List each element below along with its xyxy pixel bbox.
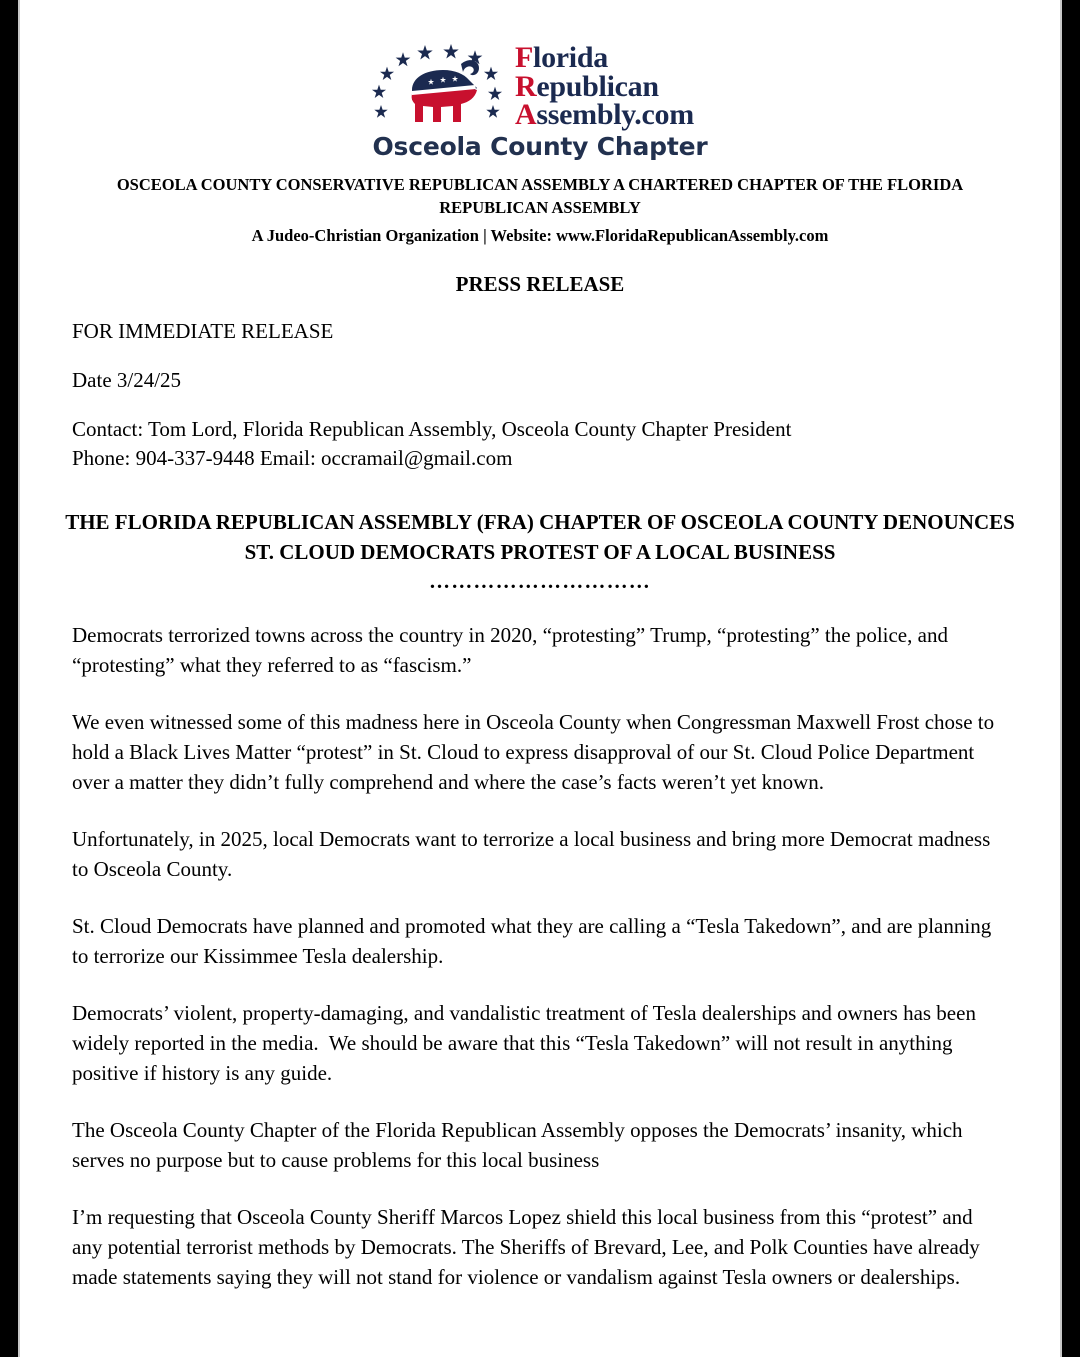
document-page	[18, 0, 1062, 1357]
release-status: FOR IMMEDIATE RELEASE	[72, 318, 334, 343]
contact-line: Contact: Tom Lord, Florida Republican Assembly, Osceola County Chapter President	[72, 416, 792, 441]
release-date: Date 3/24/25	[72, 367, 182, 392]
logo-line-florida: Florida	[515, 40, 608, 74]
body-paragraph: The Osceola County Chapter of the Florida Republican Assembly opposes the Democrats’ insanity, which serves no purpose but to cause problems for this local business	[72, 1117, 968, 1172]
logo-line-republican: Republican	[515, 69, 659, 103]
body-paragraph: Democrats terrorized towns across the country in 2020, “protesting” Trump, “protesting” the police, and “protesting” what they referred to as “fascism.”	[72, 622, 954, 677]
body-paragraph: I’m requesting that Osceola County Sheriff Marcos Lopez shield this local business from this “protest” and any potential terrorist methods by Democrats. The Sheriffs of Brevard, Lee, and Polk Counties have already made statements saying they will not stand for violence or vandalism against Tesla owners or dealerships.	[72, 1204, 986, 1289]
logo-chapter-label: Osceola County Chapter	[372, 132, 708, 161]
press-release-label: PRESS RELEASE	[455, 271, 625, 296]
body-paragraph: St. Cloud Democrats have planned and promoted what they are calling a “Tesla Takedown”, and are planning to terrorize our Kissimmee Tesla dealership.	[72, 913, 997, 968]
letterhead-logo	[20, 0, 1060, 161]
release-headline: THE FLORIDA REPUBLICAN ASSEMBLY (FRA) CHAPTER OF OSCEOLA COUNTY DENOUNCES ST. CLOUD DEMOCRATS PROTEST OF A LOCAL BUSINESS	[65, 509, 1015, 564]
logo-wordmark	[515, 40, 694, 132]
organization-header-line: OSCEOLA COUNTY CONSERVATIVE REPUBLICAN ASSEMBLY A CHARTERED CHAPTER OF THE FLORIDA REPUBLICAN ASSEMBLY	[116, 175, 964, 218]
body-paragraph: Unfortunately, in 2025, local Democrats want to terrorize a local business and bring more Democrat madness to Osceola County.	[72, 826, 996, 881]
body-paragraph: Democrats’ violent, property-damaging, and vandalistic treatment of Tesla dealerships and owners has been widely reported in the media. We should be aware that this “Tesla Takedown” will not result in anything positive if history is any guide.	[72, 1000, 982, 1085]
phone-email-line: Phone: 904-337-9448 Email: occramail@gmail.com	[72, 445, 513, 470]
release-body	[20, 620, 1060, 1292]
logo-line-assembly: Assembly.com	[515, 98, 694, 132]
organization-subheader-line: A Judeo-Christian Organization | Website: www.FloridaRepublicanAssembly.com	[251, 225, 829, 245]
body-paragraph: We even witnessed some of this madness here in Osceola County when Congressman Maxwell Frost chose to hold a Black Lives Matter “protest” in St. Cloud to express disapproval of our St. Cloud Police Department over a matter they didn’t fully comprehend and where the case’s facts weren’t yet known.	[72, 709, 1000, 794]
release-meta-block	[20, 317, 1060, 473]
gop-elephant-stars-icon	[365, 44, 513, 130]
divider-dots: …………………………	[429, 568, 651, 593]
